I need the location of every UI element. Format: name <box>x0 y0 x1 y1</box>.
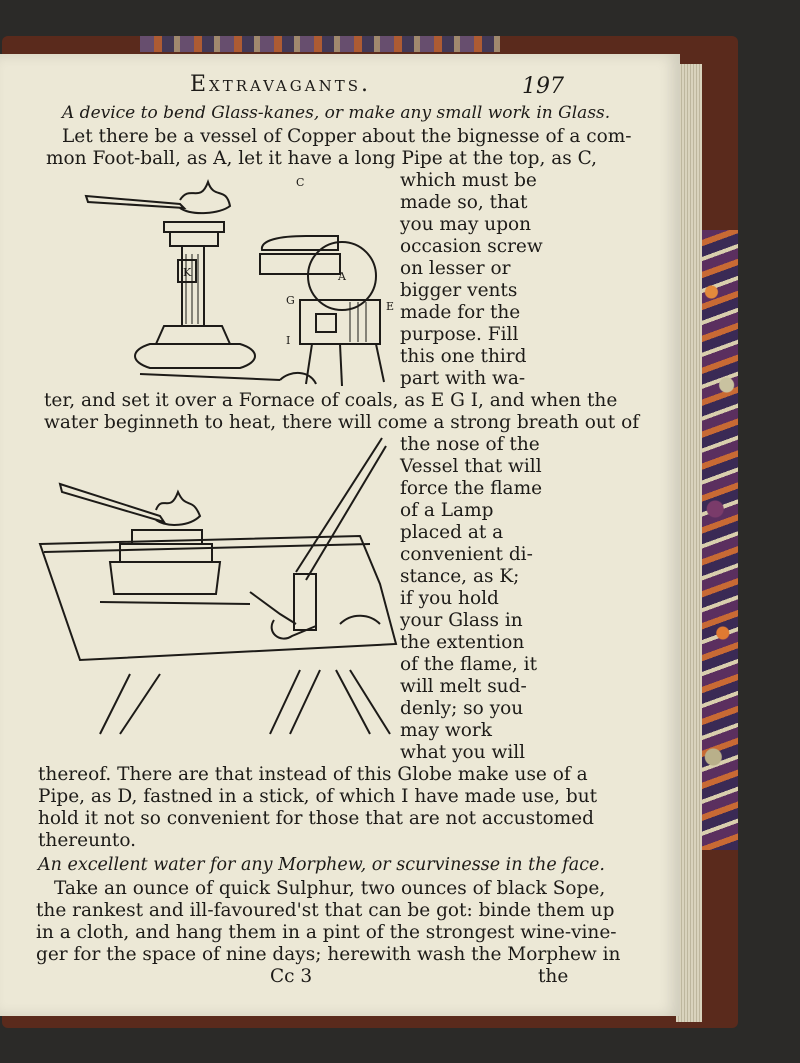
text-line: Vessel that will <box>400 456 542 477</box>
text-line: if you hold <box>400 588 499 609</box>
figure-letter: K <box>183 266 192 279</box>
text-line: this one third <box>400 346 527 367</box>
text-line: Let there be a vessel of Copper about the bignesse of a com- <box>62 126 632 147</box>
text-line: Pipe, as D, fastned in a stick, of which I have made use, but <box>38 786 598 807</box>
text-line: purpose. Fill <box>400 324 519 345</box>
text-line: of the flame, it <box>400 654 538 675</box>
figure-letter: E <box>386 300 395 313</box>
page-number: 197 <box>522 74 564 99</box>
text-line: the nose of the <box>400 434 540 455</box>
text-line: convenient di- <box>400 544 533 565</box>
marbled-endpaper <box>700 230 738 850</box>
lamp-drawing <box>86 182 280 380</box>
figure-letter: G <box>286 294 295 307</box>
text-line: force the flame <box>400 478 543 499</box>
text-line: placed at a <box>400 522 504 543</box>
text-line: you may upon <box>400 214 532 235</box>
text-line: the extention <box>400 632 525 653</box>
figure-letter: C <box>296 176 305 189</box>
text-line: mon Foot-ball, as A, let it have a long Pipe at the top, as C, <box>46 148 598 169</box>
text-line: denly; so you <box>400 698 524 719</box>
text-line: hold it not so convenient for those that are not accustomed <box>38 808 594 829</box>
catchword: the <box>538 966 569 987</box>
text-line: stance, as K; <box>400 566 520 587</box>
text-line: may work <box>400 720 492 741</box>
text-line: the rankest and ill-favoured'st that can be got: binde them up <box>36 900 615 921</box>
text-line: made so, that <box>400 192 528 213</box>
bench-drawing <box>40 438 396 734</box>
figure-letter: I <box>286 334 291 347</box>
text-line: what you will <box>400 742 526 763</box>
text-line: of a Lamp <box>400 500 494 521</box>
text-line: will melt sud- <box>400 676 527 697</box>
text-line: your Glass in <box>400 610 523 631</box>
text-line: made for the <box>400 302 521 323</box>
text-line: water beginneth to heat, there will come a strong breath out of <box>44 412 640 433</box>
figure-letter: A <box>338 270 346 283</box>
bench-figure <box>40 444 400 744</box>
signature-mark: Cc 3 <box>270 966 313 987</box>
text-line: thereof. There are that instead of this Globe make use of a <box>38 764 588 785</box>
section-heading-glass: A device to bend Glass-kanes, or make any small work in Glass. <box>62 103 611 123</box>
text-line: ger for the space of nine days; herewith wash the Morphew in <box>36 944 621 965</box>
text-line: thereunto. <box>38 830 137 851</box>
apparatus-figure <box>80 174 395 396</box>
text-line: on lesser or <box>400 258 511 279</box>
text-line: in a cloth, and hang them in a pint of the strongest wine-vine- <box>36 922 617 943</box>
text-line: part with wa- <box>400 368 526 389</box>
book-page <box>0 54 680 1016</box>
text-line: Take an ounce of quick Sulphur, two ounces of black Sope, <box>54 878 606 899</box>
text-line: bigger vents <box>400 280 518 301</box>
text-line: which must be <box>400 170 537 191</box>
marbled-edge-top <box>140 36 500 52</box>
running-head: Extravagants. <box>190 72 371 97</box>
vessel-drawing <box>260 236 384 386</box>
text-line: occasion screw <box>400 236 543 257</box>
text-line: ter, and set it over a Fornace of coals, as E G I, and when the <box>44 390 618 411</box>
section-heading-morphew: An excellent water for any Morphew, or scurvinesse in the face. <box>38 855 605 875</box>
